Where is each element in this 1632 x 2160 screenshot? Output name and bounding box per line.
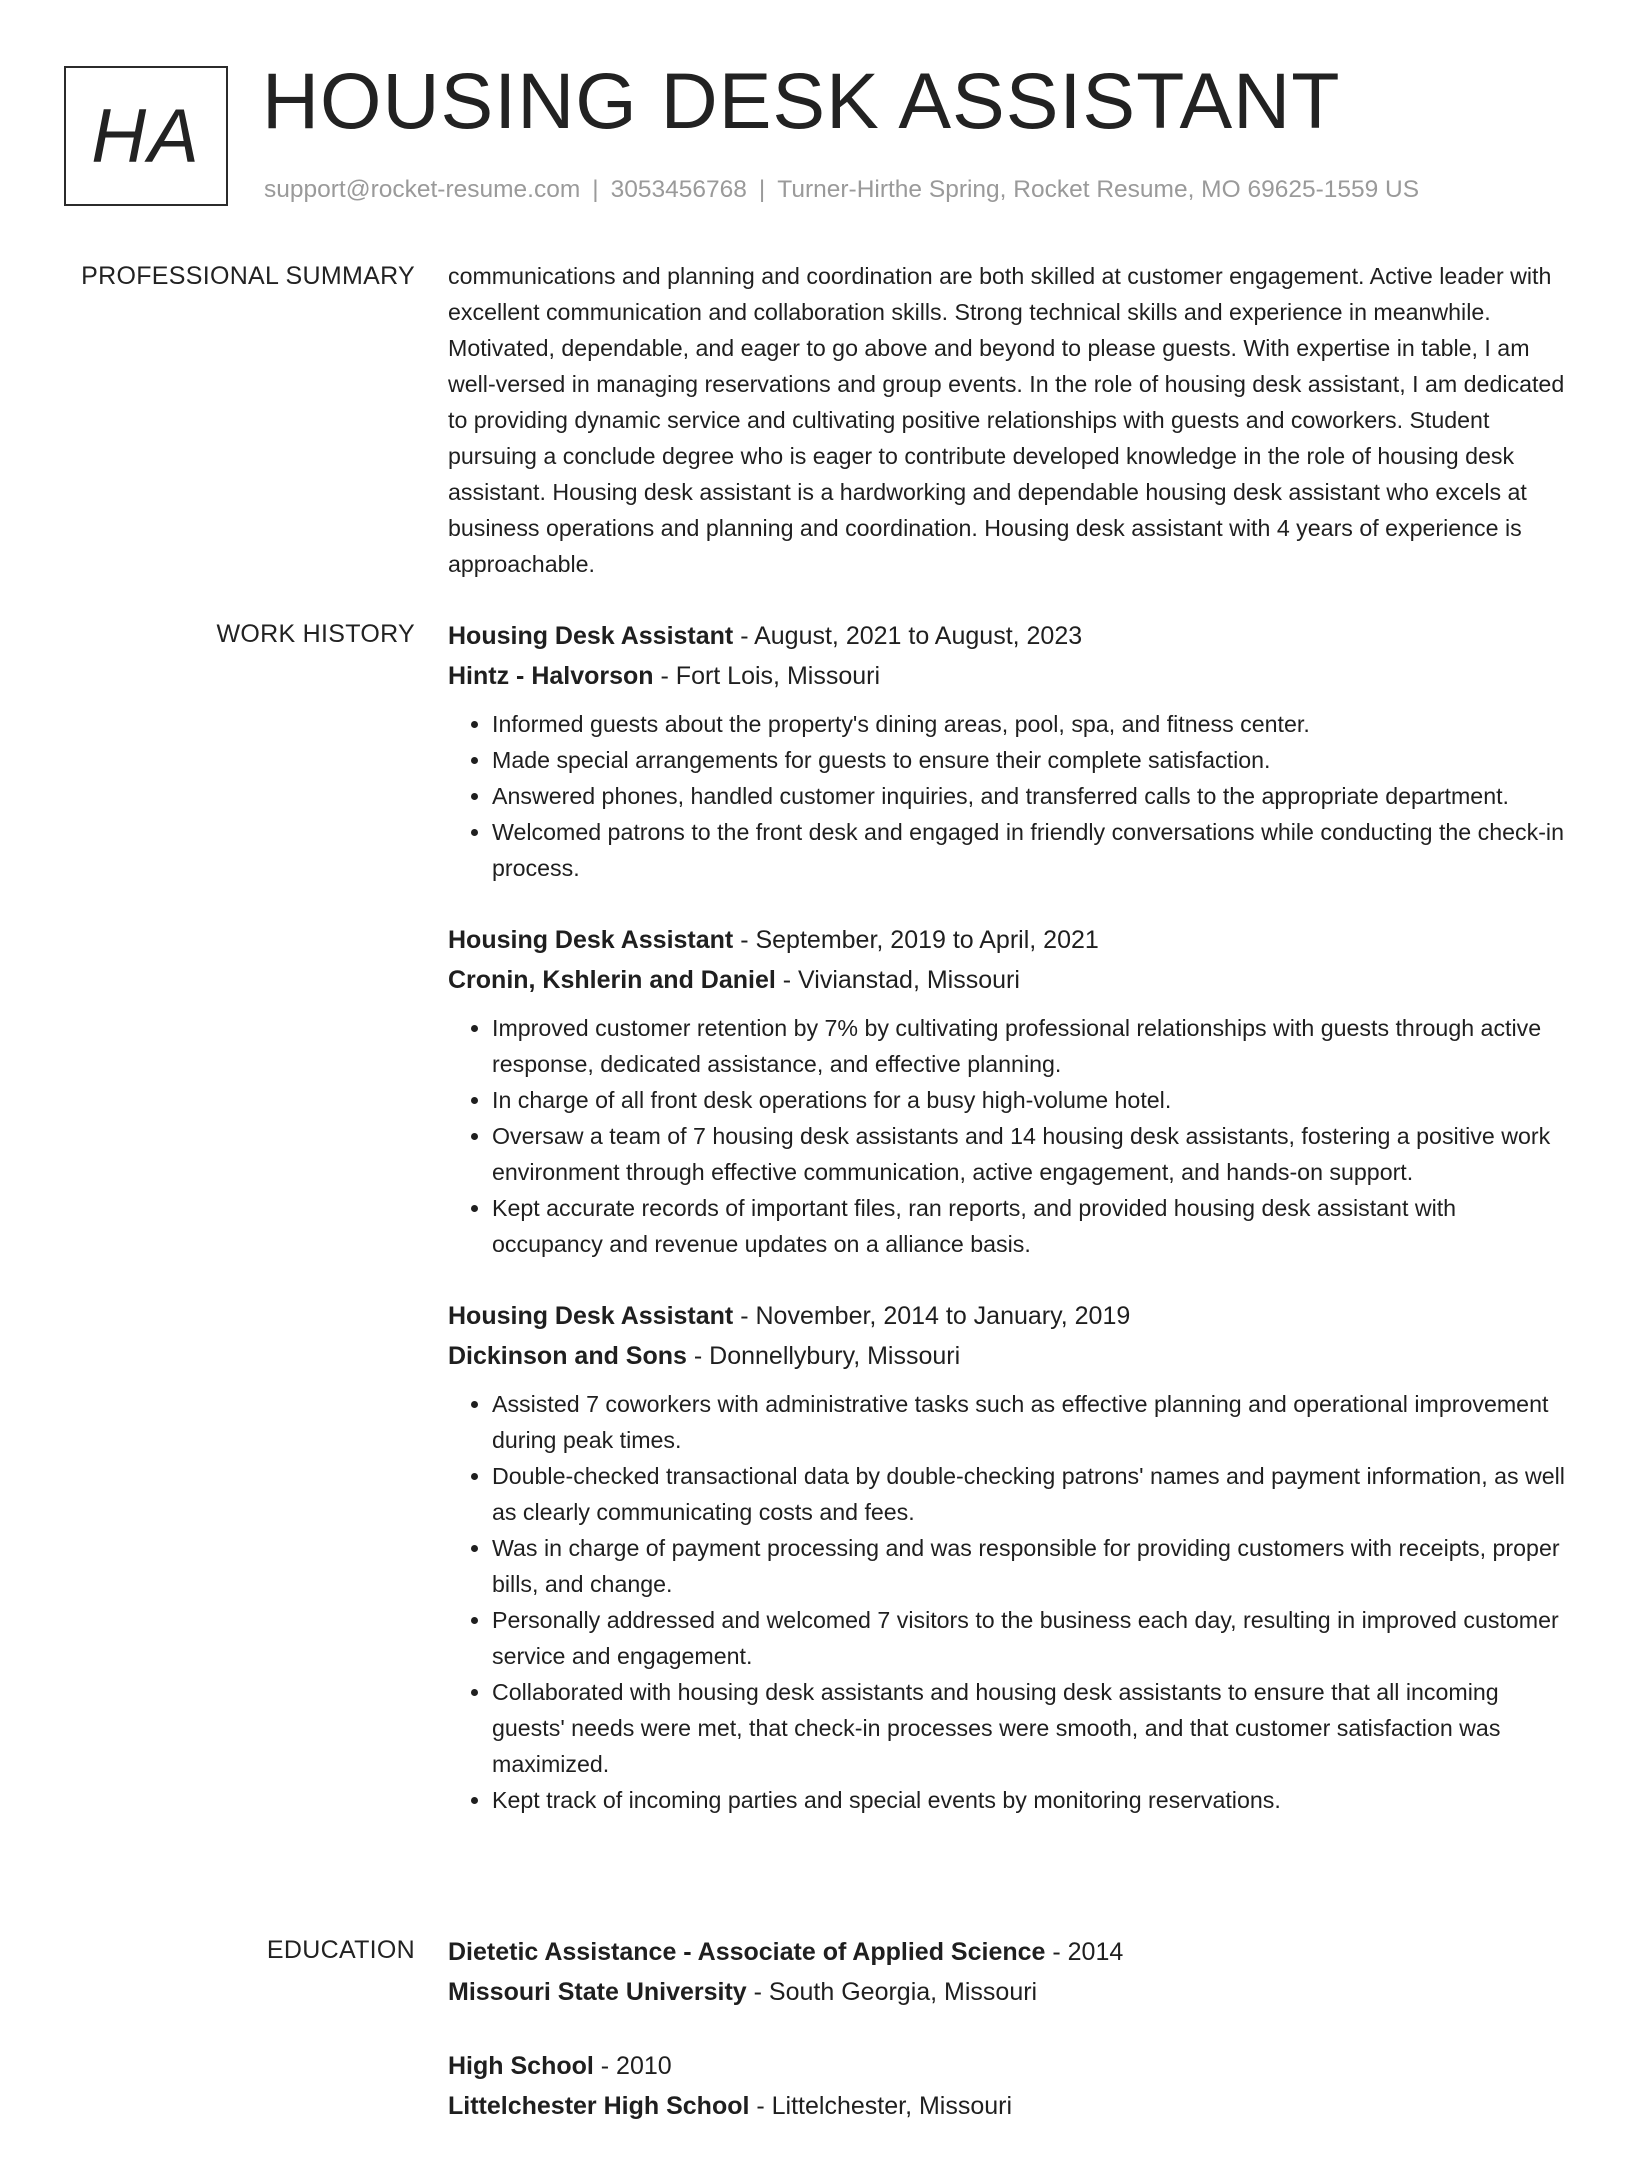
job-title-line	[448, 1296, 1570, 1336]
job-entry	[448, 616, 1570, 886]
contact-email: support@rocket-resume.com	[264, 176, 581, 203]
job-title: Housing Desk Assistant	[448, 926, 734, 954]
job-bullets	[448, 1010, 1570, 1262]
job-title: Housing Desk Assistant	[448, 622, 734, 650]
job-bullets	[448, 706, 1570, 886]
education-location: - South Georgia, Missouri	[746, 1978, 1038, 2006]
education-location: - Littelchester, Missouri	[749, 2092, 1013, 2120]
job-bullet: • Oversaw a team of 7 housing desk assistants and 14 housing desk assistants, fostering a positive work environment through effective communication, active engagement, and hands-on support.	[492, 1118, 1570, 1190]
education-degree-line	[448, 2046, 1570, 2086]
contact-line	[264, 176, 1419, 204]
section-label-education: EDUCATION	[266, 1936, 415, 1964]
job-entry	[448, 920, 1570, 1262]
job-company-line	[448, 960, 1570, 1000]
job-bullet: • Welcomed patrons to the front desk and engaged in friendly conversations while conducting the check-in process.	[492, 814, 1570, 886]
education-year: - 2014	[1045, 1938, 1124, 1966]
job-bullet: • Answered phones, handled customer inquiries, and transferred calls to the appropriate department.	[492, 778, 1570, 814]
job-company: Cronin, Kshlerin and Daniel	[448, 966, 776, 994]
job-location: - Vivianstad, Missouri	[775, 966, 1020, 994]
job-company: Hintz - Halvorson	[448, 662, 654, 690]
job-bullets	[448, 1386, 1570, 1818]
summary-text: communications and planning and coordination are both skilled at customer engagement. Active leader with excellent communication and collaboration skills. Strong technical skills and experience in meanwhile. Motivated, dependable, and eager to go above and beyond to please guests. With expertise in table, I am well-versed in managing reservations and group events. In the role of housing desk assistant, I am dedicated to providing dynamic service and cultivating positive relationships with guests and coworkers. Student pursuing a conclude degree who is eager to contribute developed knowledge in the role of housing desk assistant. Housing desk assistant is a hardworking and dependable housing desk assistant who excels at business operations and planning and coordination. Housing desk assistant with 4 years of experience is approachable.	[448, 263, 1565, 577]
job-company: Dickinson and Sons	[448, 1342, 687, 1370]
job-title: Housing Desk Assistant	[448, 1302, 734, 1330]
section-label-work-history: WORK HISTORY	[216, 620, 415, 648]
education-school: Missouri State University	[448, 1978, 747, 2006]
education-entry	[448, 2046, 1570, 2126]
job-dates: - September, 2019 to April, 2021	[733, 926, 1099, 954]
job-entry	[448, 1296, 1570, 1818]
education-degree: Dietetic Assistance - Associate of Applied Science	[448, 1938, 1046, 1966]
job-bullet: • Kept accurate records of important files, ran reports, and provided housing desk assistant with occupancy and revenue updates on a alliance basis.	[492, 1190, 1570, 1262]
job-bullet: • Kept track of incoming parties and special events by monitoring reservations.	[492, 1782, 1570, 1818]
job-bullet: • Made special arrangements for guests to ensure their complete satisfaction.	[492, 742, 1570, 778]
job-company-line	[448, 1336, 1570, 1376]
education-school-line	[448, 1972, 1570, 2012]
contact-separator: |	[758, 176, 766, 203]
education-entry	[448, 1932, 1570, 2012]
job-bullet: • Informed guests about the property's dining areas, pool, spa, and fitness center.	[492, 706, 1570, 742]
job-bullet: • Personally addressed and welcomed 7 visitors to the business each day, resulting in improved customer service and engagement.	[492, 1602, 1570, 1674]
contact-separator: |	[592, 176, 599, 203]
education-year: - 2010	[593, 2052, 672, 2080]
job-title-line	[448, 920, 1570, 960]
job-bullet: • Improved customer retention by 7% by cultivating professional relationships with guests through active response, dedicated assistance, and effective planning.	[492, 1010, 1570, 1082]
job-bullet: • In charge of all front desk operations for a busy high-volume hotel.	[492, 1082, 1570, 1118]
education-school: Littelchester High School	[448, 2092, 750, 2120]
job-company-line	[448, 656, 1570, 696]
job-location: - Donnellybury, Missouri	[686, 1342, 961, 1370]
education-school-line	[448, 2086, 1570, 2126]
contact-address: Turner-Hirthe Spring, Rocket Resume, MO 69625-1559 US	[777, 176, 1420, 203]
resume-title: HOUSING DESK ASSISTANT	[262, 56, 1341, 145]
education-degree-line	[448, 1932, 1570, 1972]
job-bullet: • Was in charge of payment processing and was responsible for providing customers with receipts, proper bills, and change.	[492, 1530, 1570, 1602]
job-dates: - August, 2021 to August, 2023	[733, 622, 1083, 650]
contact-phone: 3053456768	[610, 176, 747, 203]
job-dates: - November, 2014 to January, 2019	[733, 1302, 1131, 1330]
job-title-line	[448, 616, 1570, 656]
job-bullet: • Double-checked transactional data by double-checking patrons' names and payment information, as well as clearly communicating costs and fees.	[492, 1458, 1570, 1530]
monogram-logo: HA	[64, 66, 228, 206]
job-location: - Fort Lois, Missouri	[653, 662, 881, 690]
section-label-summary: PROFESSIONAL SUMMARY	[81, 262, 415, 290]
job-bullet: • Assisted 7 coworkers with administrative tasks such as effective planning and operational improvement during peak times.	[492, 1386, 1570, 1458]
education-degree: High School	[448, 2052, 594, 2080]
job-bullet: • Collaborated with housing desk assistants and housing desk assistants to ensure that all incoming guests' needs were met, that check-in processes were smooth, and that customer satisfaction was maximized.	[492, 1674, 1570, 1782]
